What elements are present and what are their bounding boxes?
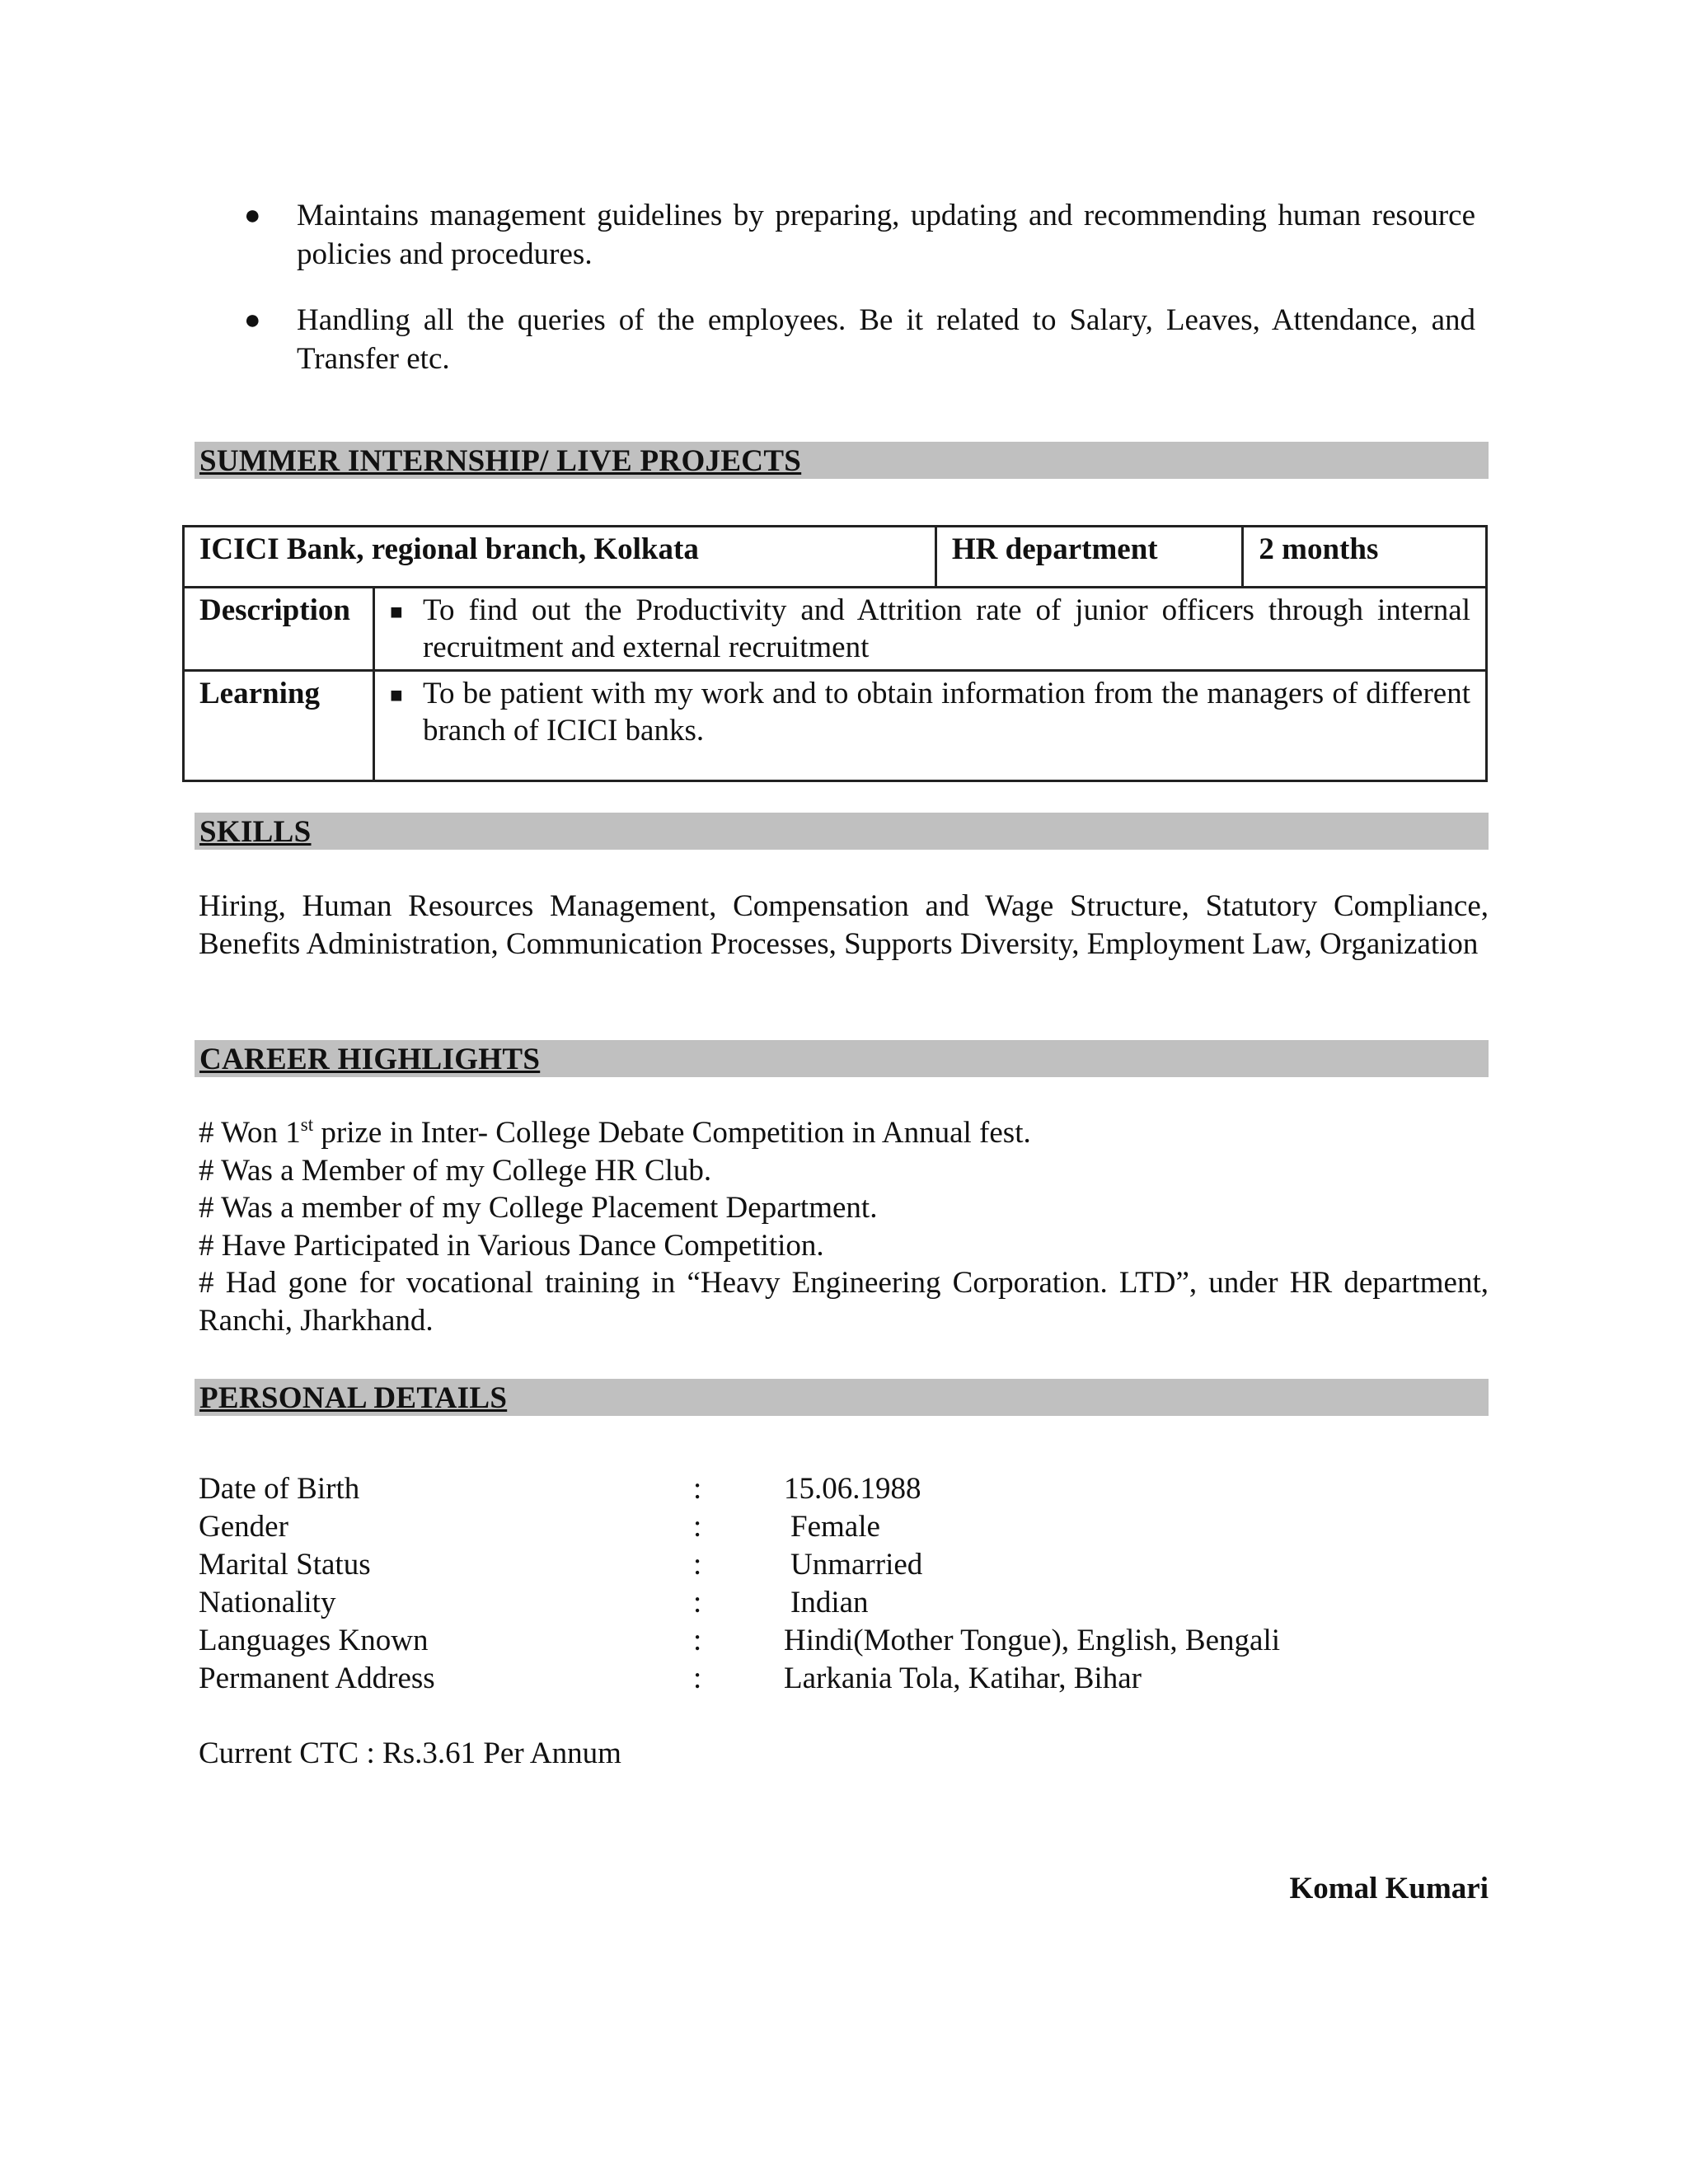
list-item-text: Handling all the queries of the employees. Be it related to Salary, Leaves, Attendance, and Transfer etc. — [297, 303, 1475, 376]
detail-value: Female — [790, 1510, 880, 1544]
bullet-icon: ● — [244, 200, 261, 231]
learning-label: Learning — [184, 671, 374, 781]
duration-cell: 2 months — [1243, 527, 1487, 588]
detail-separator: : — [693, 1624, 702, 1657]
internship-table — [182, 525, 1488, 782]
detail-separator: : — [693, 1472, 702, 1506]
career-line: # Was a member of my College Placement Department. — [199, 1191, 878, 1225]
section-header-career — [195, 1040, 1489, 1077]
section-title: SUMMER INTERNSHIP/ LIVE PROJECTS — [199, 444, 802, 478]
section-header-skills — [195, 813, 1489, 850]
career-line: # Won 1st prize in Inter- College Debate Competition in Annual fest. — [199, 1114, 1031, 1150]
detail-value: Indian — [790, 1586, 869, 1619]
detail-value: Unmarried — [790, 1548, 923, 1582]
list-item — [239, 196, 1475, 274]
learning-text: To be patient with my work and to obtain information from the managers of different branch of ICICI banks. — [422, 677, 1470, 748]
section-title: SKILLS — [199, 815, 312, 849]
section-header-personal — [195, 1379, 1489, 1416]
section-header-internship — [195, 442, 1489, 479]
detail-label: Gender — [199, 1510, 288, 1544]
detail-label: Nationality — [199, 1586, 336, 1619]
career-line: # Was a Member of my College HR Club. — [199, 1153, 712, 1188]
responsibility-list — [239, 196, 1475, 405]
detail-separator: : — [693, 1548, 702, 1582]
list-item-text: Maintains management guidelines by preparing, updating and recommending human resource policies and procedures. — [297, 199, 1475, 271]
detail-label: Date of Birth — [199, 1472, 360, 1506]
square-bullet-icon: ■ — [389, 600, 403, 624]
detail-separator: : — [693, 1661, 702, 1695]
signature-name: Komal Kumari — [1289, 1872, 1489, 1905]
description-cell — [373, 588, 1486, 671]
skills-text: Hiring, Human Resources Management, Compensation and Wage Structure, Statutory Compliance, Benefits Administration, Communication Processes, Supports Diversity, Employment Law, Organization — [199, 889, 1489, 961]
current-ctc: Current CTC : Rs.3.61 Per Annum — [199, 1736, 621, 1770]
detail-value: Hindi(Mother Tongue), English, Bengali — [784, 1624, 1281, 1657]
department-cell: HR department — [935, 527, 1243, 588]
career-line: # Had gone for vocational training in “Heavy Engineering Corporation. LTD”, under HR department, Ranchi, Jharkhand. — [199, 1266, 1489, 1338]
detail-label: Permanent Address — [199, 1661, 435, 1695]
career-line: # Have Participated in Various Dance Competition. — [199, 1228, 824, 1263]
learning-cell — [373, 671, 1486, 781]
detail-separator: : — [693, 1586, 702, 1619]
detail-label: Languages Known — [199, 1624, 429, 1657]
detail-separator: : — [693, 1510, 702, 1544]
bullet-icon: ● — [244, 305, 261, 335]
square-bullet-icon: ■ — [389, 683, 403, 707]
list-item — [239, 301, 1475, 378]
description-text: To find out the Productivity and Attrition rate of junior officers through internal recruitment and external recruitment — [422, 593, 1470, 664]
company-cell: ICICI Bank, regional branch, Kolkata — [184, 527, 936, 588]
career-highlights — [199, 1114, 1489, 1339]
section-title: PERSONAL DETAILS — [199, 1381, 508, 1415]
detail-value: 15.06.1988 — [784, 1472, 921, 1506]
section-title: CAREER HIGHLIGHTS — [199, 1043, 541, 1076]
detail-label: Marital Status — [199, 1548, 371, 1582]
description-label: Description — [184, 588, 374, 671]
detail-value: Larkania Tola, Katihar, Bihar — [784, 1661, 1142, 1695]
